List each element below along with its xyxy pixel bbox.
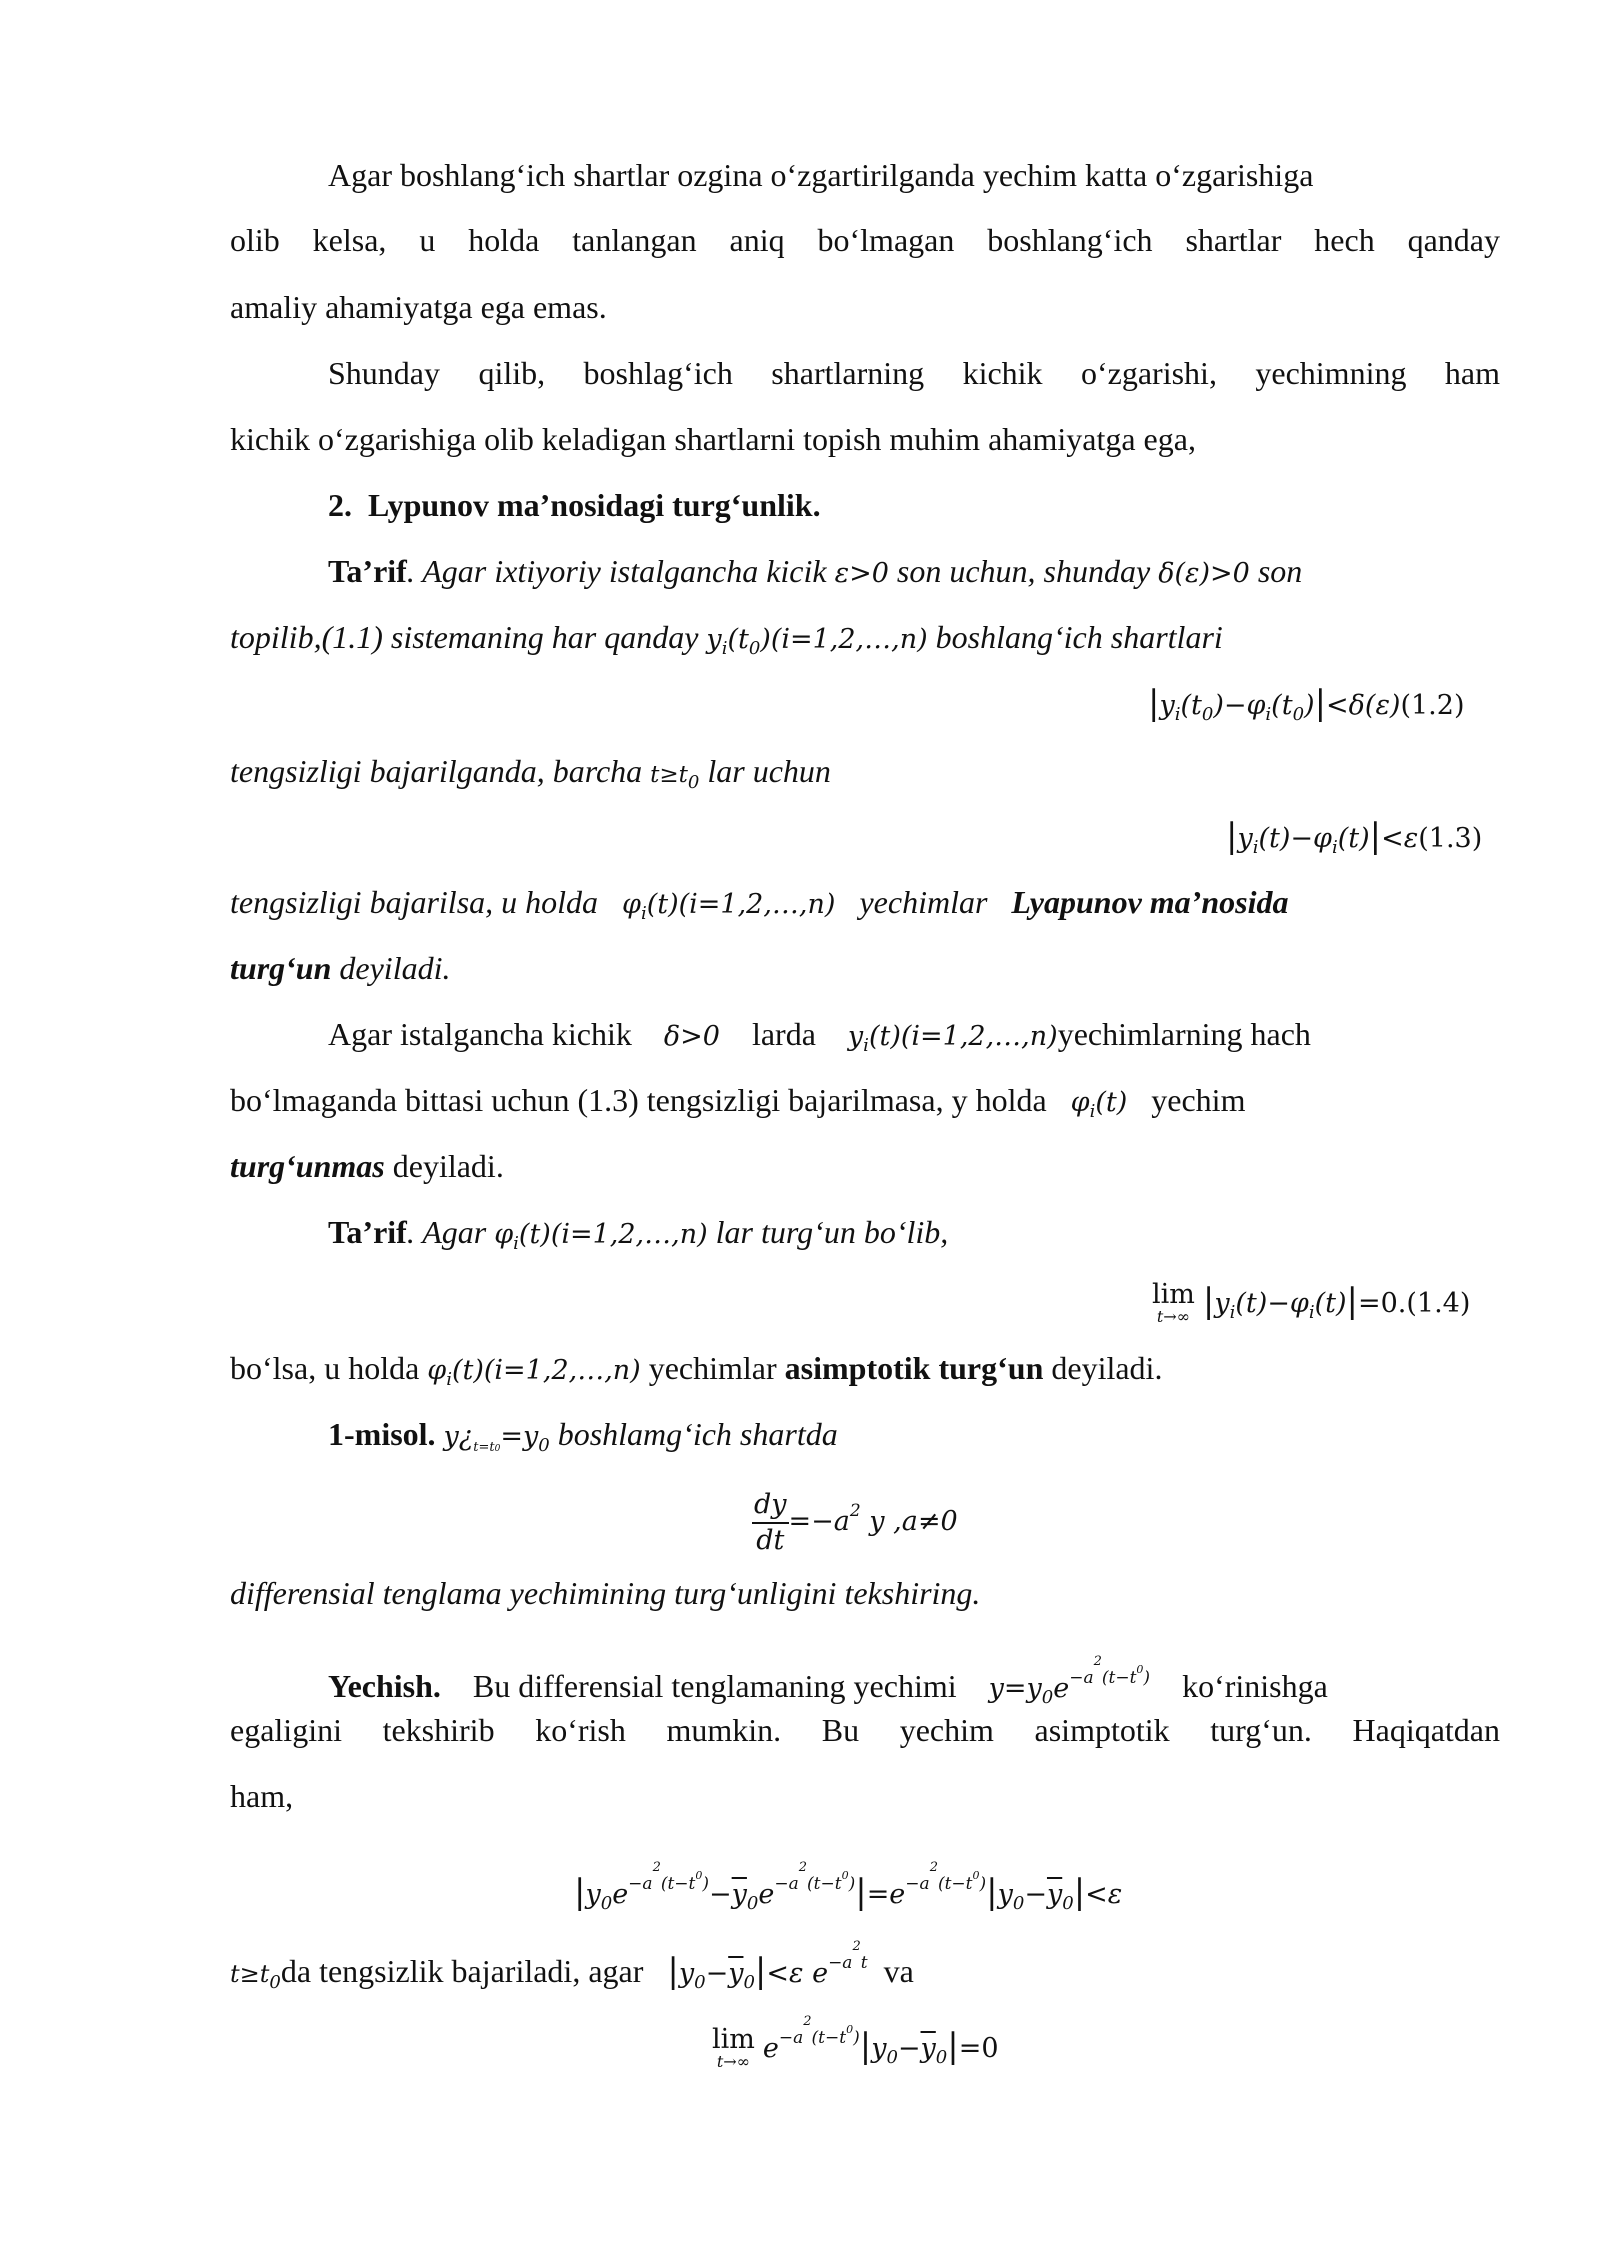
definition-1-line-3 (230, 751, 831, 803)
definition-1-text-j: deyiladi. (339, 950, 451, 986)
section-heading (328, 485, 821, 525)
math-phi-solutions-2: $\varphi_i(t)(i=1,2,\dots,n)$ (494, 1219, 708, 1254)
math-t-ge-t0-2: $t\ge t_0$ (230, 1960, 281, 1993)
definition-1-text-i: yechimlar (859, 884, 988, 920)
equation-1-3 (1226, 816, 1482, 868)
definition-2-text-e: deyiladi. (1051, 1350, 1163, 1386)
example-line: 1-misol. $y¿_{t=t0}=y_0$ boshlamg‘ich shartda (328, 1416, 838, 1456)
final-limit (712, 1994, 999, 2086)
math-t-ge-t0: $t\ge t_0$ (650, 762, 700, 793)
paragraph-3-text-a: Agar istalgancha kichik (328, 1016, 632, 1052)
definition-1-text-d: topilib,(1.1) sistemaning har qanday (230, 619, 699, 655)
paragraph-3-line-3 (230, 1146, 504, 1186)
definition-1-line-4 (230, 882, 1288, 934)
solution-text-d: va (883, 1953, 914, 1989)
math-condition: $|y_0-\overline{y}_0|<\varepsilon$ $e^{-a^2t}$ (667, 1939, 868, 1993)
solution-text-c: da tengsizlik bajariladi, agar (280, 1953, 644, 1989)
definition-2-text-d: yechimlar (648, 1350, 777, 1386)
differential-equation (752, 1476, 958, 1558)
paragraph-3-text-c: yechimlarning hach (1057, 1016, 1311, 1052)
paragraph-3-line-1 (328, 1014, 1311, 1066)
paragraph-3-text-b: larda (751, 1016, 816, 1052)
example-after-line: differensial tenglama yechimining turg‘unligini tekshiring. (230, 1575, 981, 1611)
equation-tag-1-4: (1.4) (1406, 1288, 1471, 1319)
math-fraction-dy-dt: $\frac{dy}{dt}$ (754, 1488, 787, 1556)
definition-1-line-5 (230, 948, 450, 988)
paragraph-2-line-2: kichik o‘zgarishiga olib keladigan shartlarni topish muhim ahamiyatga ega, (230, 421, 1196, 457)
equation-1-4 (1152, 1276, 1470, 1338)
math-phi-i-t: $\varphi_i(t)$ (1070, 1087, 1128, 1122)
math-phi-solutions-3: $\varphi_i(t)(i=1,2,\dots,n)$ (427, 1355, 641, 1390)
paragraph-3-text-f: deyiladi. (392, 1148, 504, 1184)
math-limit-2: lim t→∞ (712, 2024, 755, 2072)
math-limit-expression: $|y_i(t)-\varphi_i(t)|=0$. (1202, 1281, 1407, 1323)
equation-tag-1-2: (1.2) (1400, 690, 1465, 721)
example-text: boshlamg‘ich shartda (557, 1416, 838, 1452)
definition-label: Ta’rif (328, 553, 407, 589)
solution-line-3: ham, (230, 1778, 294, 1814)
math-limit: lim t→∞ (1152, 1279, 1195, 1327)
math-epsilon-positive: ε>0 (834, 558, 889, 589)
definition-2-text-b: lar turg‘un bo‘lib, (715, 1214, 949, 1250)
solution-label: Yechish. (328, 1668, 441, 1704)
math-delta-epsilon: δ(ε)>0 (1158, 558, 1250, 589)
definition-1-line-2 (230, 617, 1223, 669)
math-rhs: $=-a^2$ y ,a≠0 (788, 1501, 958, 1537)
definition-1-text-g: lar uchun (707, 753, 831, 789)
paragraph-3-text-e: yechim (1151, 1082, 1246, 1118)
math-final-limit-expression: $e^{-a^2(t-t^0)}|y_0-\overline{y}_0|=0$ (762, 2014, 999, 2068)
term-turgun: turg‘un (230, 950, 332, 986)
definition-1-line-1 (328, 551, 1302, 594)
definition-2-line-2 (230, 1348, 1162, 1400)
paragraph-3-text-d: bo‘lmaganda bittasi uchun (1.3) tengsizligi bajarilmasa, y holda (230, 1082, 1047, 1118)
solution-line-4 (230, 1927, 914, 2003)
definition-2-text-a: . Agar (406, 1214, 487, 1250)
math-estimate: $|y_0e^{-a^2(t-t^0)}-\overline{y}_0e^{-a^2(t-t^0)}|=e^{-a^2(t-t^0)}|y_0-\overline{y}_0|<\varepsilon$ (574, 1860, 1123, 1914)
paragraph-1-line-3: amaliy ahamiyatga ega emas. (230, 289, 607, 325)
paragraph-1-line-1: Agar boshlang‘ich shartlar ozgina o‘zgartirilganda yechim katta o‘zgarishiga (328, 157, 1314, 193)
math-inequality-1-2: $|y_i(t_0)-\varphi_i(t_0)|<\delta(\varepsilon)$ (1148, 683, 1401, 725)
paragraph-2-line-1: Shunday qilib, boshlag‘ich shartlarning kichik o‘zgarishi, yechimning ham (328, 355, 1500, 391)
section-title: Lypunov ma’nosidagi turg‘unlik. (368, 487, 821, 523)
equation-1-2 (1148, 683, 1464, 735)
equation-tag-1-3: (1.3) (1418, 823, 1483, 854)
solution-line-1 (328, 1642, 1328, 1718)
definition-1-term: Lyapunov ma’nosida (1011, 884, 1289, 920)
paragraph-1-line-2: olib kelsa, u holda tanlangan aniq bo‘lmagan boshlang‘ich shartlar hech qanday (230, 222, 1500, 258)
definition-1-text-e: boshlang‘ich shartlari (935, 619, 1223, 655)
math-delta-positive: δ>0 (663, 1021, 720, 1052)
solution-text-a: Bu differensial tenglamaning yechimi (472, 1668, 957, 1704)
math-inequality-1-3: $|y_i(t)-\varphi_i(t)|<\varepsilon$ (1226, 816, 1419, 858)
definition-2-line-1 (328, 1212, 948, 1264)
term-turgunmas: turg‘unmas (230, 1148, 385, 1184)
definition-1-text-h: tengsizligi bajarilsa, u holda (230, 884, 599, 920)
example-label: 1-misol (328, 1416, 428, 1452)
math-initial-conditions: $y_i(t_0)(i=1,2,\dots,n)$ (706, 624, 928, 659)
solution-line-2: egaligini tekshirib ko‘rish mumkin. Bu yechim asimptotik turg‘un. Haqiqatdan (230, 1712, 1500, 1748)
definition-1-text-c: son (1257, 553, 1303, 589)
definition-2-text-c: bo‘lsa, u holda (230, 1350, 420, 1386)
definition-1-text-f: tengsizligi bajarilganda, barcha (230, 753, 643, 789)
paragraph-3-line-2 (230, 1080, 1245, 1132)
definition-1-text-b: son uchun, shunday (896, 553, 1151, 589)
section-number: 2. (328, 487, 352, 523)
solution-inequality (574, 1840, 1122, 1932)
math-initial-value: $y¿_{t=t0}=y_0$ (443, 1421, 550, 1456)
math-solution-formula: $y=y_0e^{-a^2(t-t^0)}$ (988, 1654, 1151, 1708)
definition-1-text-a: . Agar ixtiyoriy istalgancha kicik (406, 553, 827, 589)
definition-2-label: Ta’rif (328, 1214, 407, 1250)
term-asimptotik-turgun: asimptotik turg‘un (784, 1350, 1044, 1386)
math-y-solutions: $y_i(t)(i=1,2,\dots,n)$ (847, 1021, 1058, 1056)
math-phi-solutions: $\varphi_i(t)(i=1,2,\dots,n)$ (622, 889, 836, 924)
solution-text-b: ko‘rinishga (1182, 1668, 1328, 1704)
